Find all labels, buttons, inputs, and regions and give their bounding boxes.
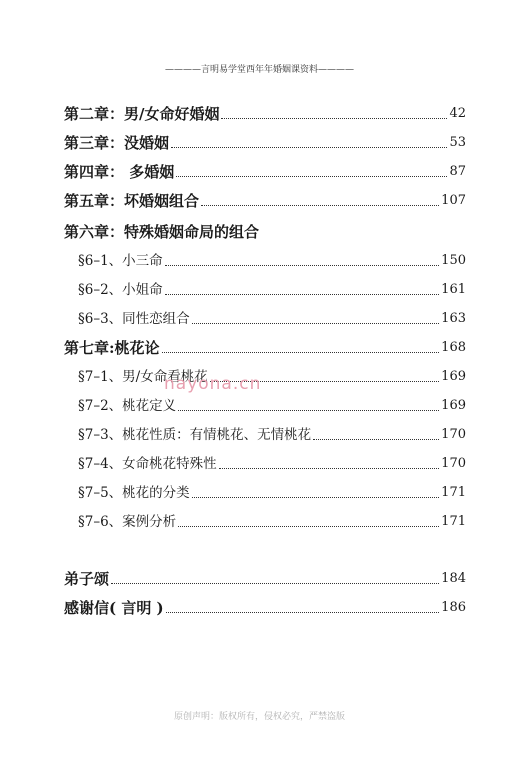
toc-entry-chapter-2[interactable] xyxy=(64,94,466,123)
toc-entry-chapter-6[interactable] xyxy=(64,210,466,241)
toc-entry-chapter-4[interactable] xyxy=(64,152,466,181)
toc-entry-chapter-5[interactable] xyxy=(64,181,466,210)
toc-entry-section-7-3[interactable] xyxy=(64,415,466,444)
toc-entry-label: §6–2、小姐命 xyxy=(78,282,163,298)
toc-entry-section-7-6[interactable] xyxy=(64,502,466,531)
toc-entry-page: 107 xyxy=(441,193,466,208)
toc-entry-page: 170 xyxy=(441,456,466,471)
toc-entry-label: §7–1、男/女命看桃花 xyxy=(78,369,208,385)
toc-entry-label: §7–6、案例分析 xyxy=(78,514,177,530)
toc-entry-page: 168 xyxy=(441,340,466,355)
toc-entry-label: §7–2、桃花定义 xyxy=(78,398,177,414)
table-of-contents xyxy=(64,94,466,617)
toc-entry-page: 169 xyxy=(441,369,466,384)
toc-entry-page: 184 xyxy=(441,571,466,586)
toc-entry-label: 第五章：坏婚姻组合 xyxy=(64,192,200,210)
toc-entry-label: §6–1、小三命 xyxy=(78,253,163,269)
copyright-footer: 原创声明：版权所有，侵权必究，严禁盗版 xyxy=(173,712,345,722)
dot-leader xyxy=(221,108,447,119)
toc-entry-page: 53 xyxy=(449,135,466,150)
toc-entry-label: 第六章：特殊婚姻命局的组合 xyxy=(64,223,260,241)
toc-entry-section-7-5[interactable] xyxy=(64,473,466,502)
dot-leader xyxy=(201,195,439,206)
toc-entry-label: 第四章： 多婚姻 xyxy=(64,163,175,181)
toc-entry-section-6-2[interactable] xyxy=(64,270,466,299)
toc-entry-label: 第三章：没婚姻 xyxy=(64,134,170,152)
toc-entry-page: 171 xyxy=(441,514,466,529)
toc-entry-section-7-2[interactable] xyxy=(64,386,466,415)
toc-entry-page: 161 xyxy=(441,282,466,297)
toc-entry-label: 第七章:桃花论 xyxy=(64,339,160,357)
toc-entry-page: 171 xyxy=(441,485,466,500)
toc-entry-page: 87 xyxy=(449,164,466,179)
dot-leader xyxy=(111,573,439,584)
toc-entry-label: §7–4、女命桃花特殊性 xyxy=(78,456,217,472)
toc-entry-chapter-3[interactable] xyxy=(64,123,466,152)
toc-entry-label: 感谢信( 言明 ) xyxy=(64,599,164,617)
dot-leader xyxy=(192,313,439,324)
toc-entry-page: 163 xyxy=(441,311,466,326)
toc-entry-page: 169 xyxy=(441,398,466,413)
toc-entry-label: 弟子颂 xyxy=(64,570,110,588)
toc-entry-page: 186 xyxy=(441,600,466,615)
toc-entry-label: §7–3、桃花性质：有情桃花、无情桃花 xyxy=(78,427,312,443)
dot-leader xyxy=(178,400,439,411)
toc-entry-section-7-4[interactable] xyxy=(64,444,466,473)
dot-leader xyxy=(171,137,447,148)
toc-entry-label: 第二章：男/女命好婚姻 xyxy=(64,105,220,123)
dot-leader xyxy=(313,429,439,440)
dot-leader xyxy=(166,602,440,613)
dot-leader xyxy=(162,342,440,353)
dot-leader xyxy=(178,516,439,527)
toc-entry-section-6-3[interactable] xyxy=(64,299,466,328)
toc-entry-thanks[interactable] xyxy=(64,588,466,617)
toc-entry-page: 42 xyxy=(449,106,466,121)
dot-leader xyxy=(165,255,439,266)
toc-entry-section-6-1[interactable] xyxy=(64,241,466,270)
page-header: ————言明易学堂西年年婚姻课资料———— xyxy=(164,65,354,75)
toc-entry-chapter-7[interactable] xyxy=(64,328,466,357)
toc-entry-section-7-1[interactable] xyxy=(64,357,466,386)
toc-entry-label: §6–3、同性恋组合 xyxy=(78,311,190,327)
toc-entry-page: 150 xyxy=(441,253,466,268)
dot-leader xyxy=(192,487,439,498)
toc-entry-label: §7–5、桃花的分类 xyxy=(78,485,190,501)
site-watermark: nayona.cn xyxy=(164,374,262,394)
dot-leader xyxy=(176,166,447,177)
dot-leader xyxy=(165,284,439,295)
toc-entry-page: 170 xyxy=(441,427,466,442)
spacer xyxy=(64,531,466,559)
toc-entry-disciples[interactable] xyxy=(64,559,466,588)
dot-leader xyxy=(219,458,439,469)
